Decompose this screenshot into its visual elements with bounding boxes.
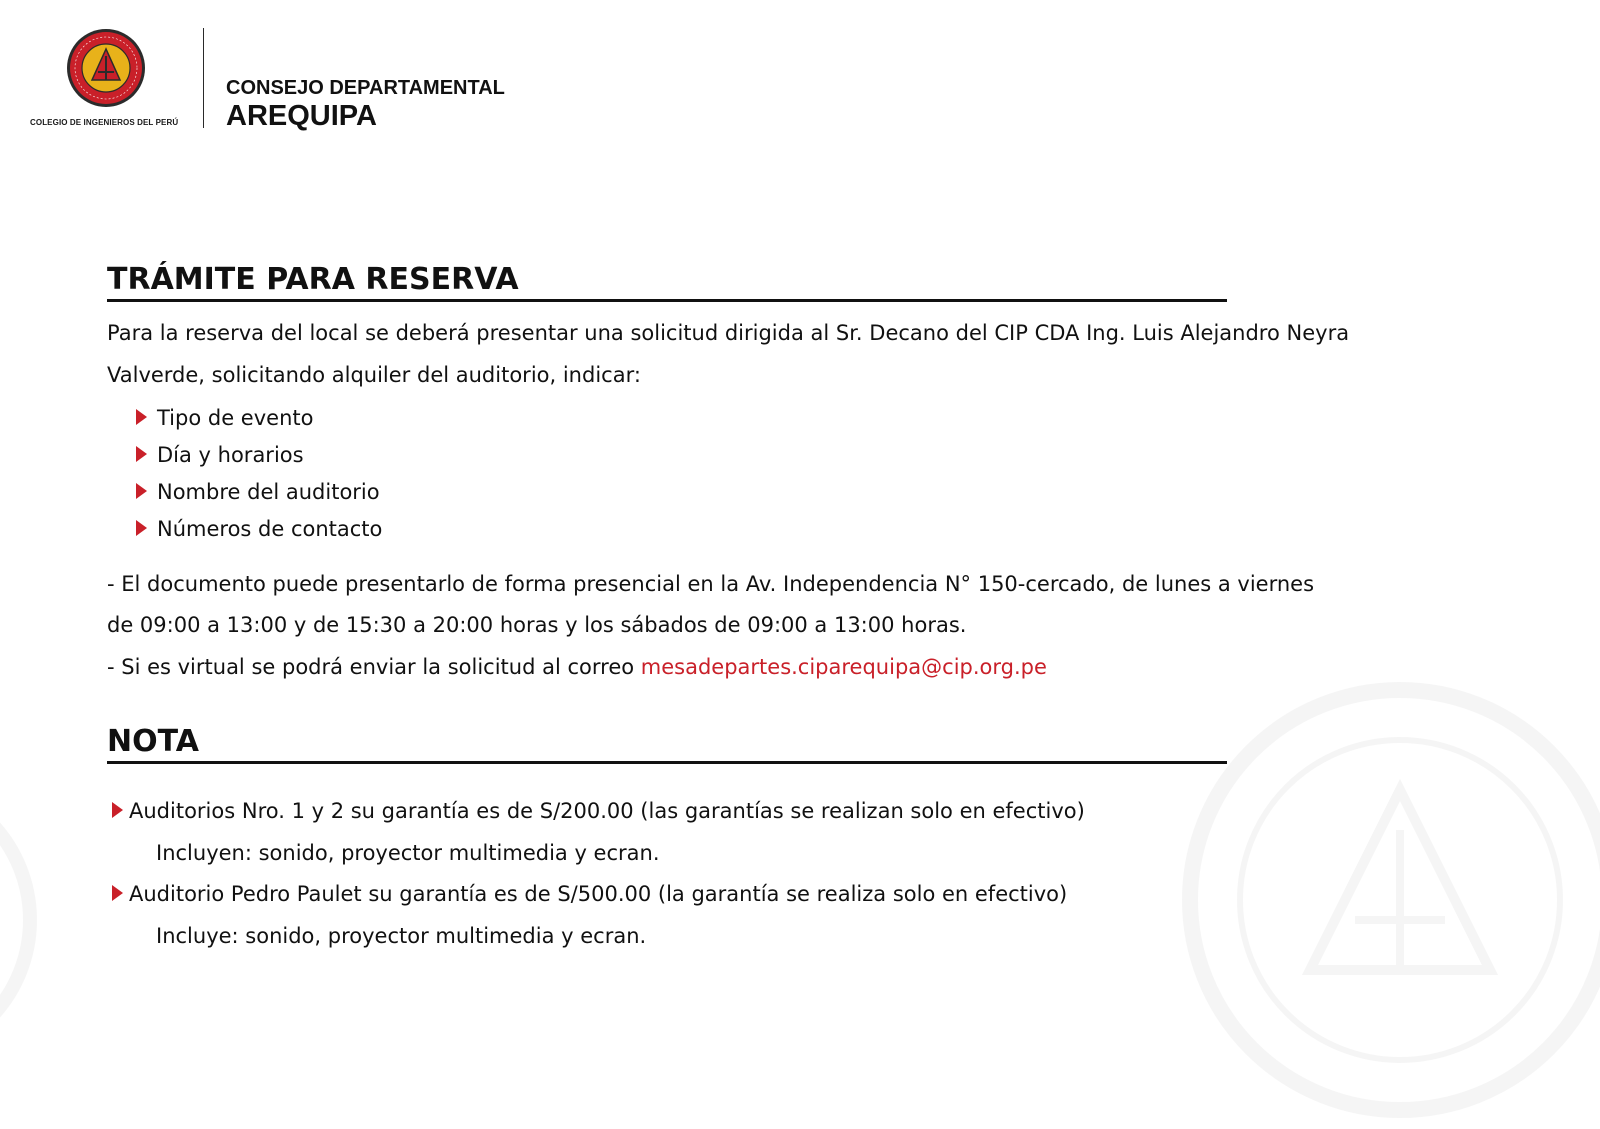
tramite-item	[136, 441, 304, 469]
org-title: CONSEJO DEPARTAMENTAL	[226, 77, 505, 99]
arrow-right-icon	[112, 885, 123, 901]
tramite-title: TRÁMITE PARA RESERVA	[107, 262, 519, 297]
arrow-right-icon	[136, 520, 147, 536]
cip-watermark-seal	[1180, 680, 1600, 1120]
header-divider	[203, 28, 204, 128]
virtual-prefix: - Si es virtual se podrá enviar la solicitud al correo	[107, 655, 641, 679]
cip-watermark-partial	[0, 770, 40, 1070]
logo-caption: COLEGIO DE INGENIEROS DEL PERÚ	[30, 118, 179, 127]
tramite-intro-line2: Valverde, solicitando alquiler del auditorio, indicar:	[107, 363, 641, 387]
tramite-item	[136, 478, 380, 506]
arrow-right-icon	[112, 802, 123, 818]
tramite-item-label: Tipo de evento	[157, 406, 314, 430]
arrow-right-icon	[136, 409, 147, 425]
cip-logo	[66, 28, 146, 108]
nota-item-main: Auditorios Nro. 1 y 2 su garantía es de S/200.00 (las garantías se realizan solo en efectivo)	[129, 799, 1085, 823]
arrow-right-icon	[136, 483, 147, 499]
presencial-line2: de 09:00 a 13:00 y de 15:30 a 20:00 horas y los sábados de 09:00 a 13:00 horas.	[107, 613, 967, 637]
nota-title: NOTA	[107, 724, 199, 759]
presencial-line1: - El documento puede presentarlo de forma presencial en la Av. Independencia N° 150-cercado, de lunes a viernes	[107, 572, 1315, 596]
email-link[interactable]: mesadepartes.ciparequipa@cip.org.pe	[640, 655, 1047, 679]
tramite-item	[136, 404, 313, 432]
virtual-line	[107, 653, 1047, 681]
nota-item	[112, 797, 1085, 825]
tramite-intro-line1: Para la reserva del local se deberá presentar una solicitud dirigida al Sr. Decano del CIP CDA Ing. Luis Alejandro Neyra	[107, 321, 1350, 345]
nota-item-main: Auditorio Pedro Paulet su garantía es de S/500.00 (la garantía se realiza solo en efectivo)	[129, 882, 1068, 906]
nota-item	[112, 880, 1067, 908]
org-subtitle: AREQUIPA	[226, 100, 377, 132]
nota-rule	[107, 761, 1227, 764]
tramite-item-label: Nombre del auditorio	[157, 480, 380, 504]
tramite-item-label: Números de contacto	[157, 517, 383, 541]
nota-item-sub: Incluye: sonido, proyector multimedia y ecran.	[156, 924, 647, 948]
tramite-rule	[107, 299, 1227, 302]
tramite-item-label: Día y horarios	[157, 443, 304, 467]
nota-item-sub: Incluyen: sonido, proyector multimedia y ecran.	[156, 841, 660, 865]
tramite-item	[136, 515, 382, 543]
arrow-right-icon	[136, 446, 147, 462]
